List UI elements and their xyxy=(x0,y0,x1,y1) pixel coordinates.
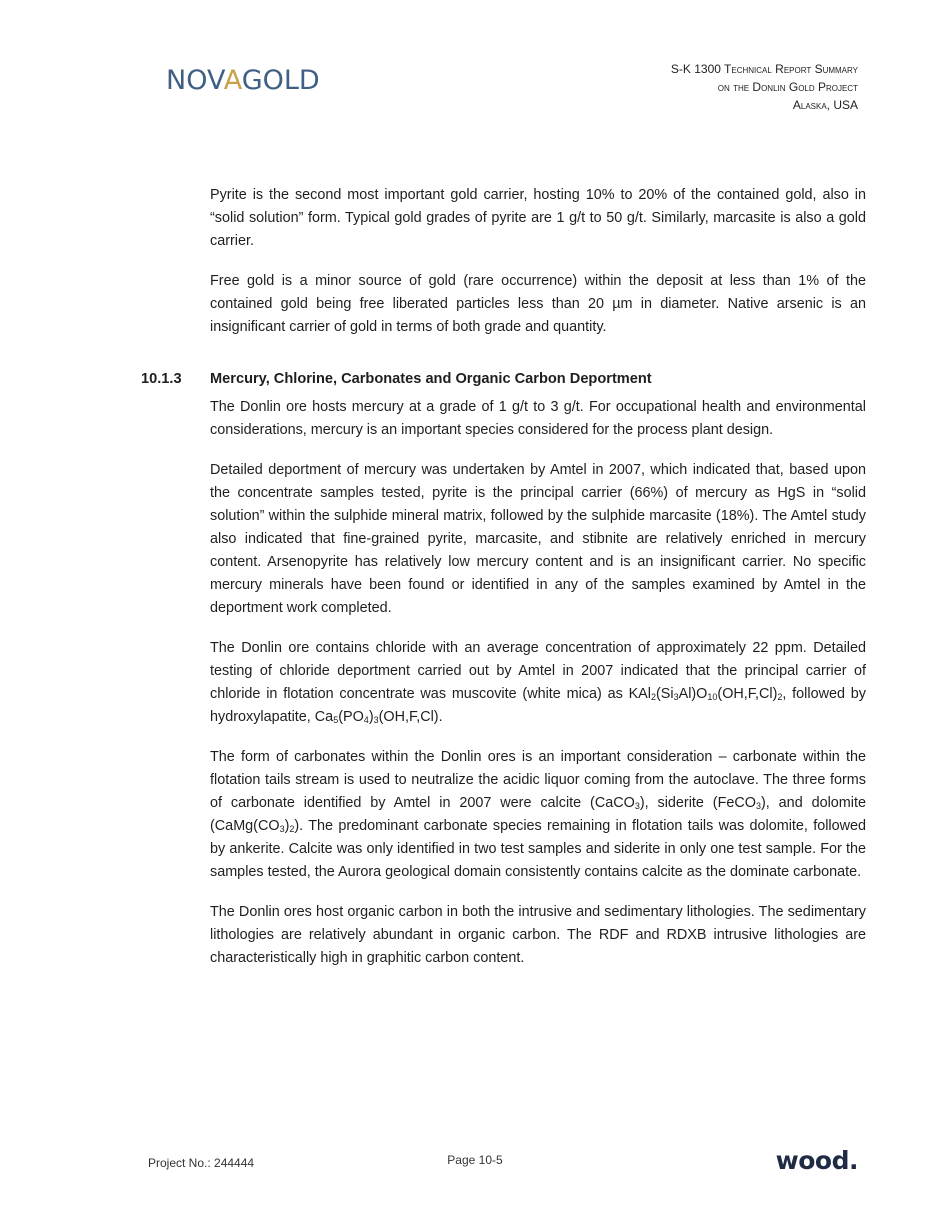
header-line-1: S-K 1300 Technical Report Summary xyxy=(670,62,858,76)
paragraph-free-gold: Free gold is a minor source of gold (rare occurrence) within the deposit at less than 1% of the contained gold being free liberated particles less than 20 µm in diameter. Native arsenic is an insignificant carrier of gold in terms of both grade and quantity. xyxy=(210,273,866,335)
paragraph-chloride: The Donlin ore contains chloride with an average concentration of approximately 22 ppm. Detailed testing of chloride deportment carried out by Amtel in 2007 indicated that the principal carrier of chloride in flotation concentrate was muscovite (white mica) as $KAl_2(Si_3Al)O_{10}(OH,F,Cl)_2$, followed by hydroxylapatite, $Ca_5(PO_4)_3(OH,F,Cl)$. xyxy=(210,640,866,725)
paragraph-mercury-grade: The Donlin ore hosts mercury at a grade of 1 g/t to 3 g/t. For occupational health and environmental considerations, mercury is an important species considered for the process plant design. xyxy=(210,399,866,438)
body-text xyxy=(210,184,866,987)
header-line-3: Alaska, USA xyxy=(792,98,858,112)
wood-logo: wood. xyxy=(775,1146,858,1175)
page-number: Page 10-5 xyxy=(447,1153,503,1167)
section-title: Mercury, Chlorine, Carbonates and Organic Carbon Deportment xyxy=(210,371,652,387)
report-header xyxy=(671,60,858,114)
novagold-logo: NOVAGOLD xyxy=(166,65,320,96)
paragraph-organic-carbon: The Donlin ores host organic carbon in both the intrusive and sedimentary lithologies. The sedimentary lithologies are relatively abundant in organic carbon. The RDF and RDXB intrusive lithologies are characteristically high in graphitic carbon content. xyxy=(210,904,866,966)
section-number: 10.1.3 xyxy=(141,371,182,387)
paragraph-carbonates: The form of carbonates within the Donlin ores is an important consideration – carbonate within the flotation tails stream is used to neutralize the acidic liquor coming from the autoclave. The three forms of carbonate identified by Amtel in 2007 were calcite (CaCO$_3$), siderite (FeCO$_3$), and dolomite $(CaMg(CO_3)_2)$. The predominant carbonate species remaining in flotation tails was dolomite, followed by ankerite. Calcite was only identified in two test samples and siderite in only one test sample. For the samples tested, the Aurora geological domain consistently contains calcite as the dominate carbonate. xyxy=(210,749,866,880)
paragraph-mercury-deportment: Detailed deportment of mercury was undertaken by Amtel in 2007, which indicated that, based upon the concentrate samples tested, pyrite is the principal carrier (66%) of mercury as HgS in “solid solution” within the sulphide mineral matrix, followed by the sulphide marcasite (18%). The Amtel study also indicated that fine-grained pyrite, marcasite, and stibnite are relatively enriched in mercury content. Arsenopyrite has relatively low mercury content and is an insignificant carrier. No specific mercury minerals have been found or identified in any of the samples examined by Amtel in the deportment work completed. xyxy=(210,462,866,616)
section-heading xyxy=(141,368,866,391)
paragraph-pyrite: Pyrite is the second most important gold carrier, hosting 10% to 20% of the contained gold, also in “solid solution” form. Typical gold grades of pyrite are 1 g/t to 50 g/t. Similarly, marcasite is also a gold carrier. xyxy=(210,187,866,249)
header-line-2: on the Donlin Gold Project xyxy=(717,80,858,94)
project-number: Project No.: 244444 xyxy=(148,1156,255,1170)
